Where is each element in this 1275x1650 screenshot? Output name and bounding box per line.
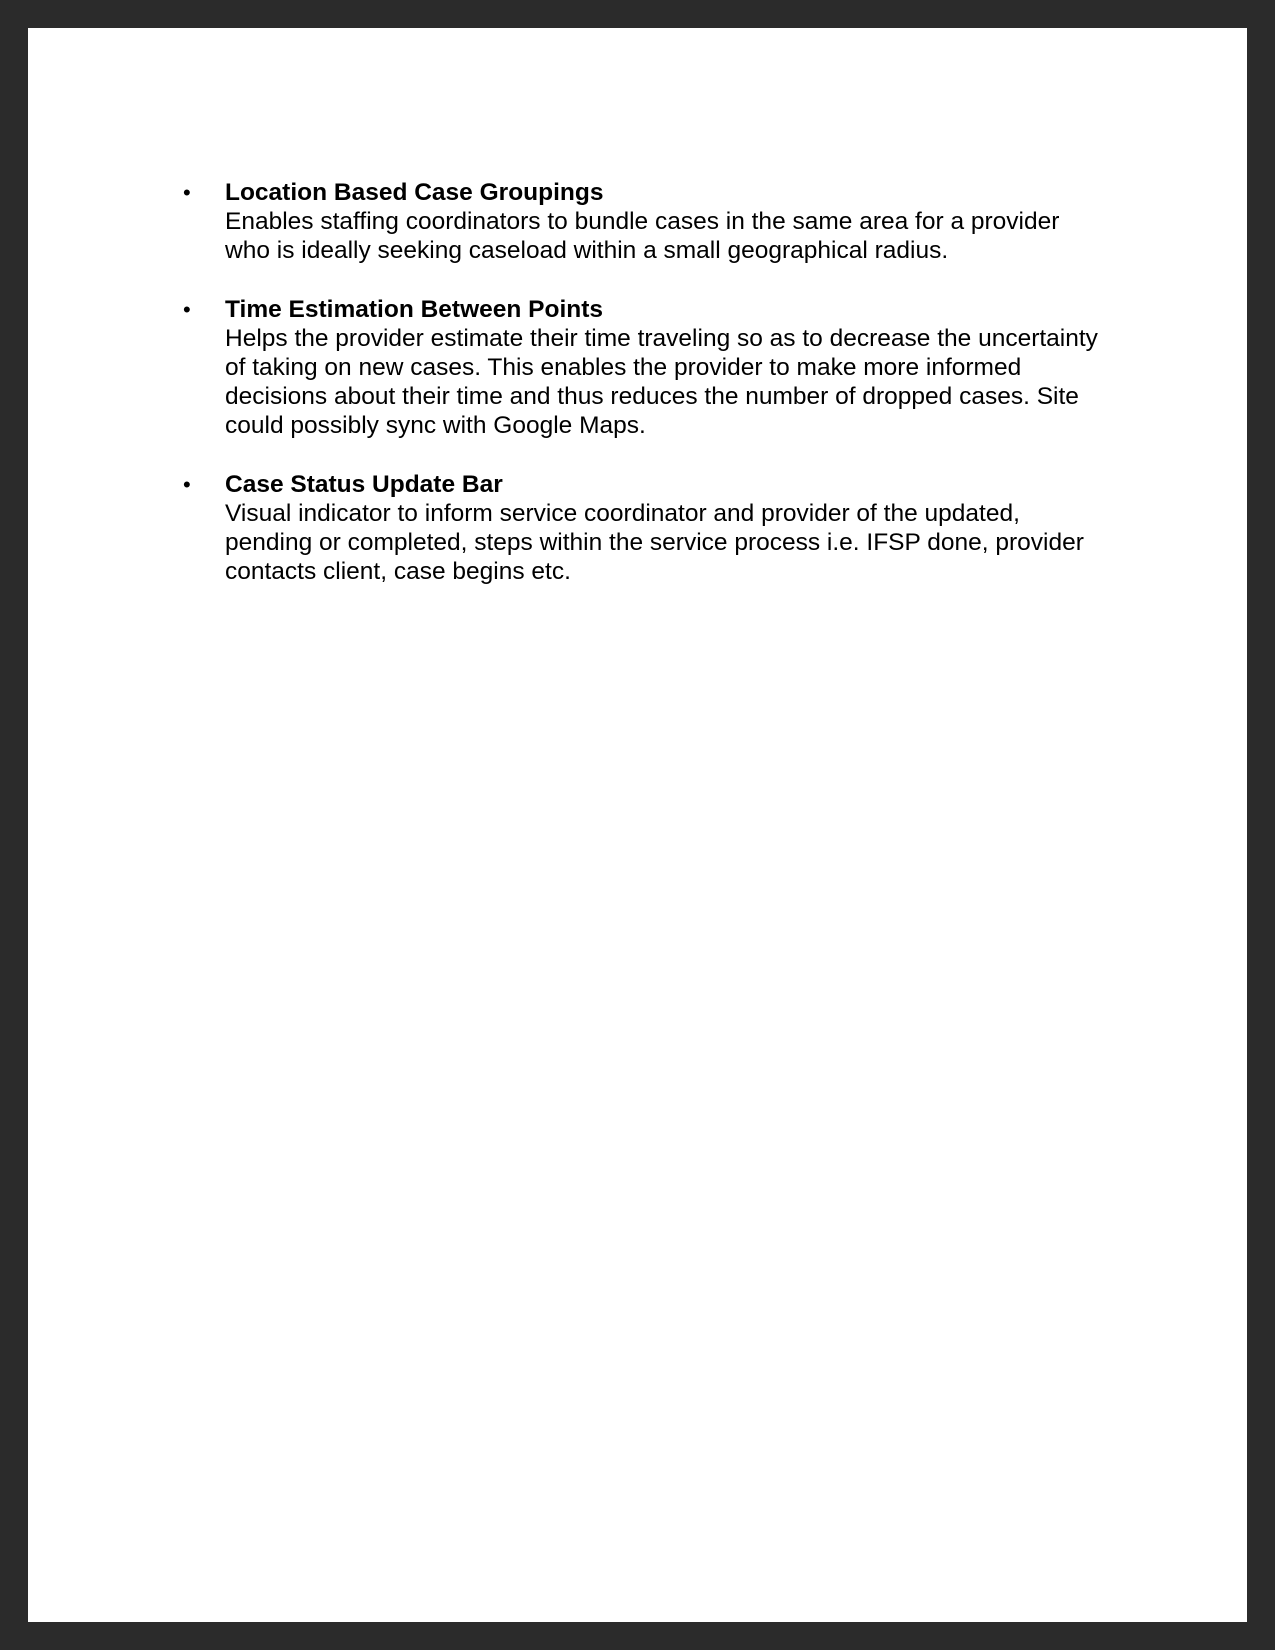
feature-title: Case Status Update Bar [225, 471, 503, 498]
feature-list [28, 178, 1247, 616]
bullet-icon: • [183, 472, 191, 497]
document-page [28, 28, 1247, 1622]
feature-title: Time Estimation Between Points [225, 296, 604, 323]
bullet-icon: • [183, 297, 191, 322]
list-item [28, 295, 1247, 440]
bullet-icon: • [183, 180, 191, 205]
list-item [28, 470, 1247, 586]
feature-description: Enables staffing coordinators to bundle cases in the same area for a provider who is ideally seeking caseload within a small geographical radius. [225, 208, 1060, 264]
feature-title: Location Based Case Groupings [225, 179, 604, 206]
feature-description: Visual indicator to inform service coordinator and provider of the updated, pending or completed, steps within the service process i.e. IFSP done, provider contacts client, case begins etc. [225, 500, 1084, 585]
list-item [28, 178, 1247, 265]
feature-description: Helps the provider estimate their time traveling so as to decrease the uncertainty of taking on new cases. This enables the provider to make more informed decisions about their time and thus reduces the number of dropped cases. Site could possibly sync with Google Maps. [225, 325, 1098, 439]
